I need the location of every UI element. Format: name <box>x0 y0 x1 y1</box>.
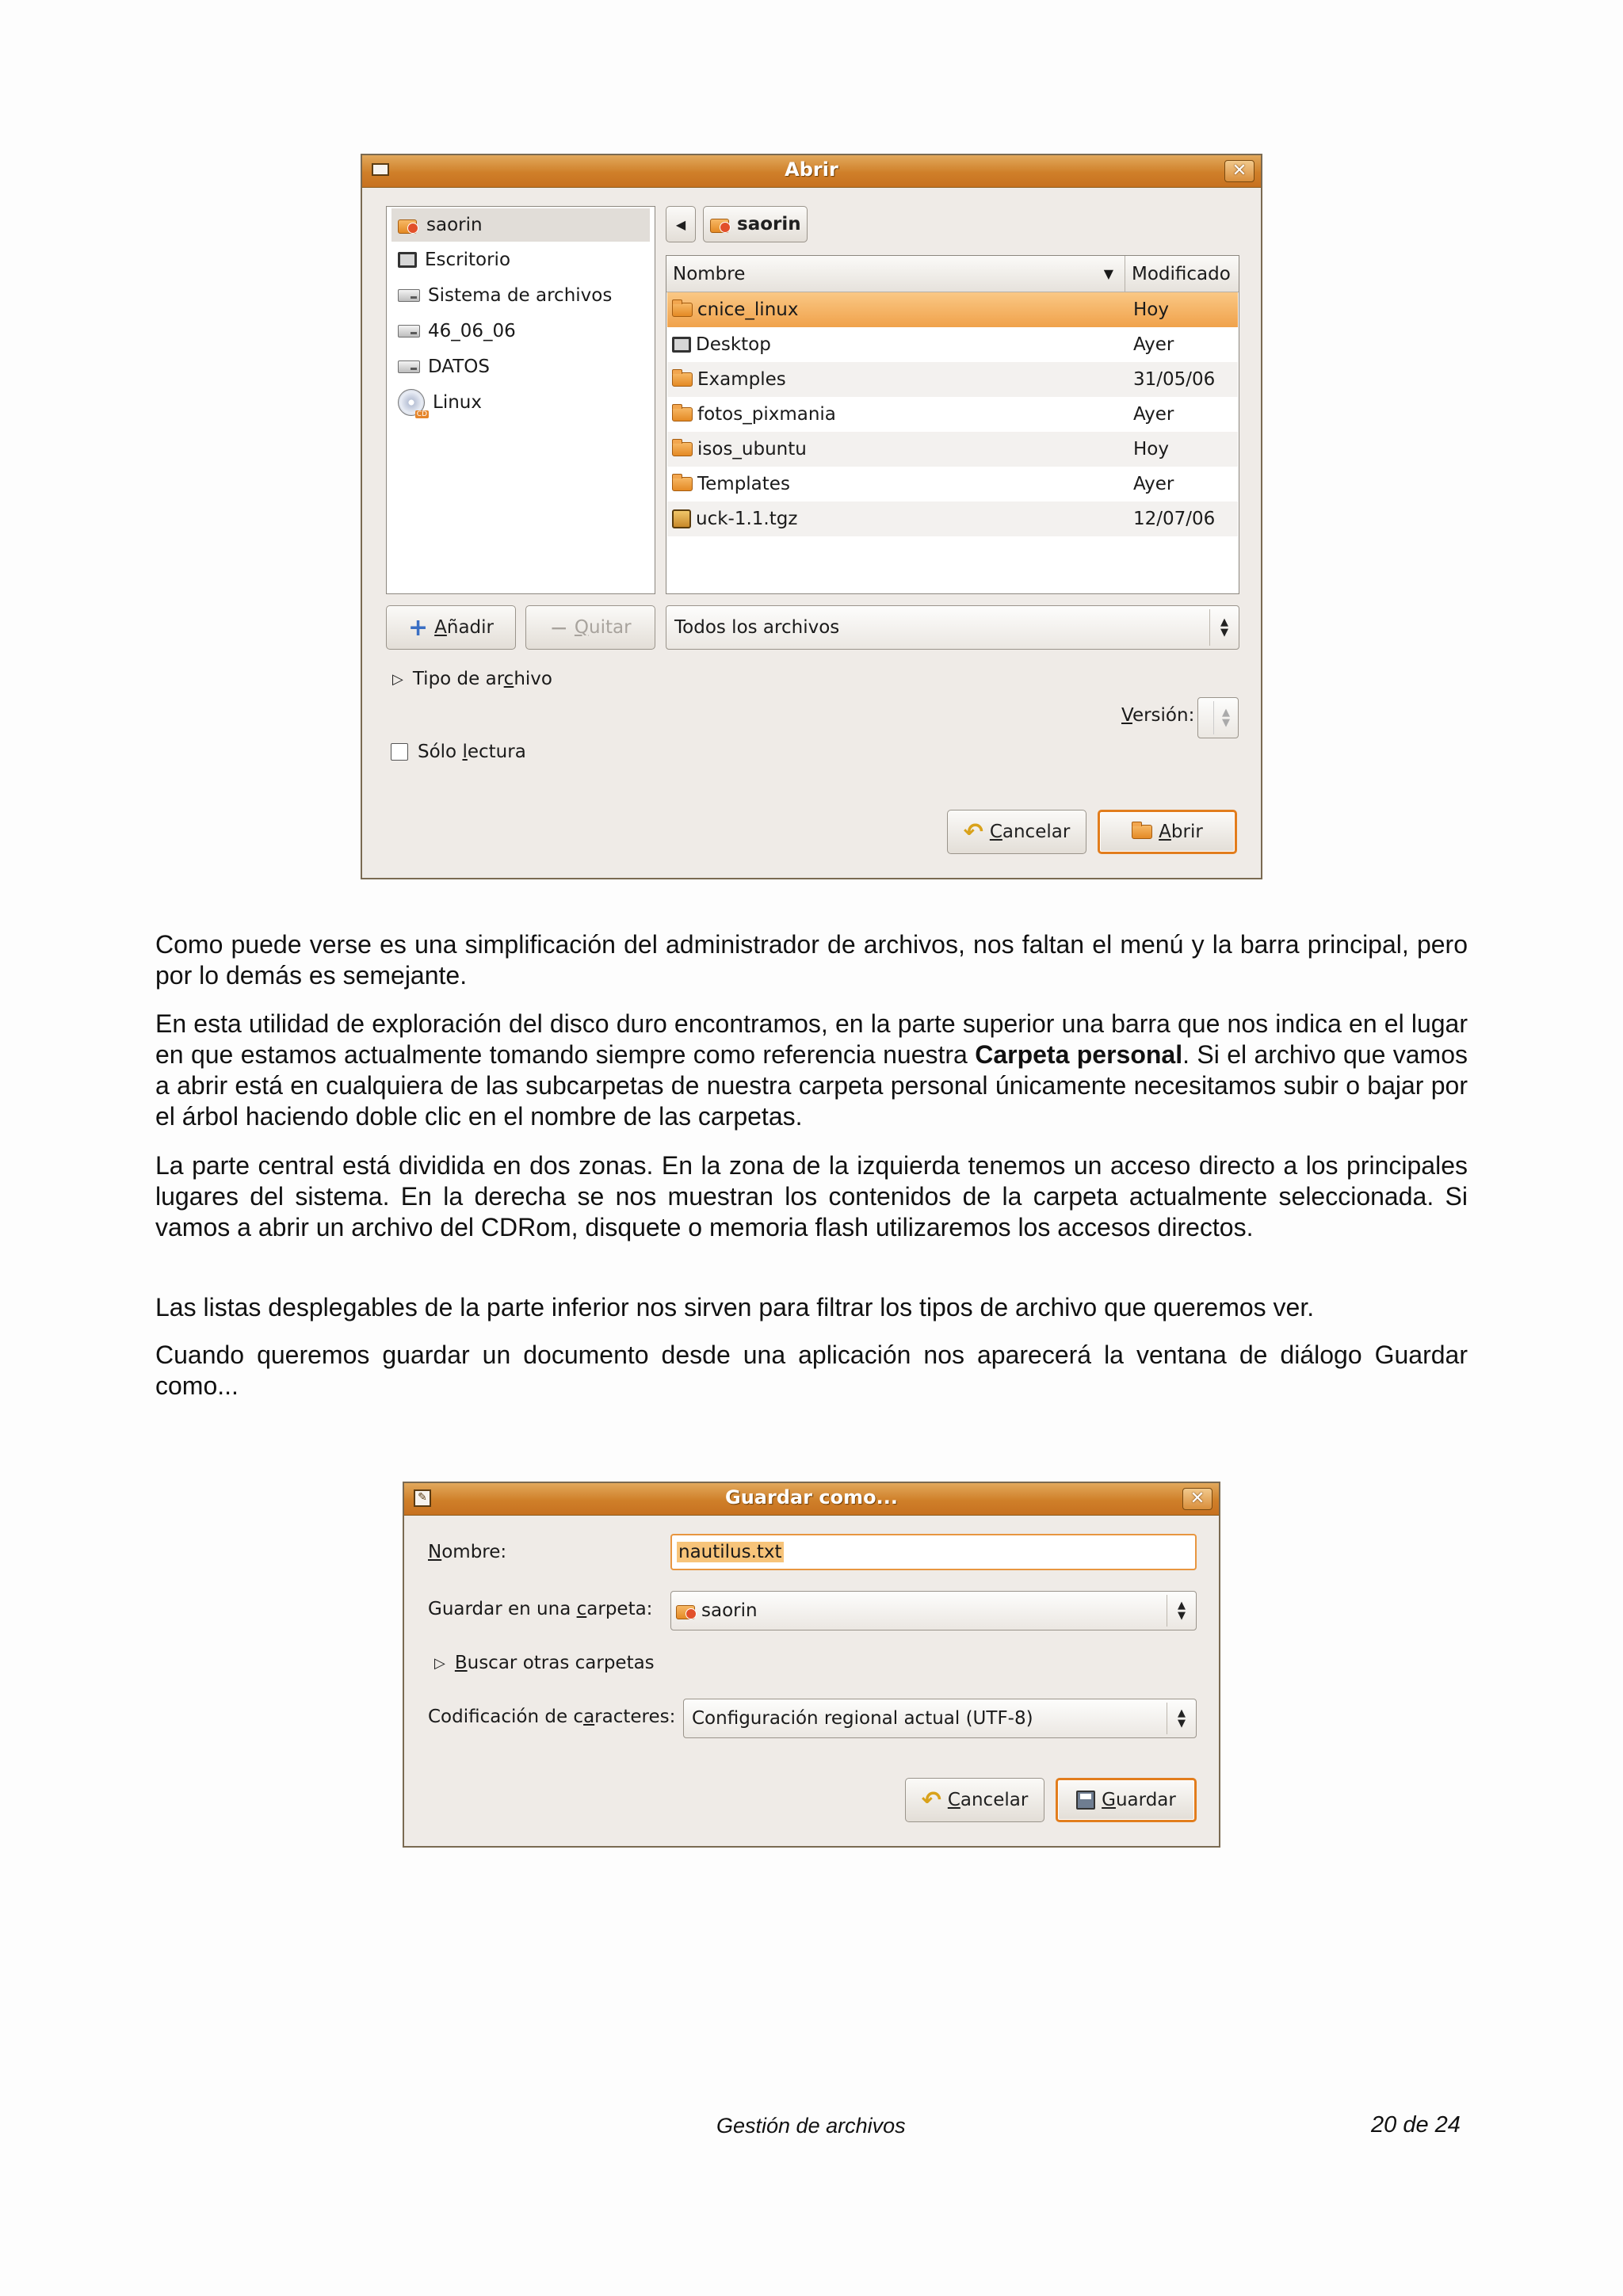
home-folder-icon <box>676 1602 697 1619</box>
file-modified: 12/07/06 <box>1133 509 1216 529</box>
folder-value: saorin <box>701 1600 758 1621</box>
folder-icon <box>672 442 693 456</box>
updown-arrows-icon: ▲ ▼ <box>1167 1703 1196 1734</box>
save-dialog-titlebar[interactable] <box>404 1483 1219 1516</box>
drive-icon <box>398 325 420 338</box>
cdrom-icon <box>398 389 425 416</box>
file-name: Desktop <box>696 334 771 355</box>
paragraph-5: Cuando queremos guardar un documento desde una aplicación nos aparecerá la ventana de diálogo Guardar como... <box>155 1341 1468 1400</box>
file-modified: Ayer <box>1133 334 1174 355</box>
undo-arrow-icon: ↶ <box>921 1786 941 1814</box>
close-icon[interactable]: ✕ <box>1182 1488 1212 1510</box>
path-back-button[interactable]: ◀ <box>666 206 696 242</box>
path-button-saorin[interactable] <box>703 206 808 242</box>
open-button[interactable]: Abrir <box>1098 810 1237 854</box>
column-modified-label: Modificado <box>1132 263 1231 284</box>
file-row[interactable] <box>667 467 1238 502</box>
file-row[interactable] <box>667 502 1238 536</box>
spinner-arrows-icon: ▲ ▼ <box>1213 701 1238 734</box>
save-button[interactable]: Guardar <box>1056 1778 1197 1822</box>
home-folder-icon <box>398 216 418 234</box>
expander-triangle-icon: ▷ <box>434 1654 445 1672</box>
place-label: saorin <box>426 215 483 235</box>
file-row[interactable] <box>667 432 1238 467</box>
name-value: nautilus.txt <box>678 1542 782 1562</box>
place-saorin[interactable] <box>391 208 650 242</box>
remove-bookmark-button[interactable]: − Quitar <box>525 605 655 650</box>
plus-icon: + <box>408 613 429 642</box>
place-46-06-06[interactable] <box>391 315 650 348</box>
place-label: Linux <box>433 392 482 413</box>
folder-select[interactable] <box>670 1591 1197 1630</box>
cancel-button[interactable]: ↶ Cancelar <box>905 1778 1044 1822</box>
desktop-icon <box>398 252 417 268</box>
file-name: Templates <box>697 474 790 494</box>
folder-icon <box>672 303 693 317</box>
file-modified: Ayer <box>1133 404 1174 425</box>
edit-document-icon[interactable]: ✎ <box>414 1489 431 1507</box>
version-spinner[interactable] <box>1197 697 1239 738</box>
browse-folders-expander[interactable]: ▷ Buscar otras carpetas <box>434 1653 655 1673</box>
file-row[interactable] <box>667 397 1238 432</box>
paragraph-3: La parte central está dividida en dos zonas. En la zona de la izquierda tenemos un acceso directo a los principales lugares del sistema. En la derecha se nos muestran los contenidos de la carpeta actualmente seleccionada. Si vamos a abrir un archivo del CDRom, disquete o memoria flash utilizaremos los accesos directos. <box>155 1151 1468 1241</box>
place-datos[interactable] <box>391 350 650 383</box>
folder-icon <box>672 407 693 421</box>
minus-icon: − <box>549 614 568 641</box>
cancel-button[interactable]: ↶ Cancelar <box>947 810 1086 854</box>
page-number: 20 de 24 <box>1371 2112 1461 2138</box>
folder-label: Guardar en una carpeta: <box>428 1599 653 1619</box>
file-modified: 31/05/06 <box>1133 369 1216 390</box>
place-escritorio[interactable] <box>391 243 650 277</box>
file-filter-select[interactable] <box>666 605 1239 650</box>
checkbox-icon <box>391 743 408 761</box>
file-modified: Hoy <box>1133 439 1169 460</box>
file-row[interactable] <box>667 362 1238 397</box>
places-pane <box>386 206 655 594</box>
place-linux[interactable] <box>391 386 650 419</box>
open-dialog-titlebar[interactable] <box>362 155 1261 188</box>
file-name: isos_ubuntu <box>697 439 807 460</box>
file-type-expander[interactable]: ▷ Tipo de archivo <box>392 669 552 689</box>
paragraph-2: En esta utilidad de exploración del disco duro encontramos, en la parte superior una barra que nos indica en el lugar en que estamos actualmente tomando siempre como referencia nuestra Carpeta personal. Si el archivo que vamos a abrir está en cualquiera de las subcarpetas de nuestra carpeta personal únicamente necesitamos subir o bajar por el árbol haciendo doble clic en el nombre de las carpetas. <box>155 1009 1468 1131</box>
path-button-label: saorin <box>737 214 801 235</box>
column-header-name[interactable] <box>666 256 1125 292</box>
paragraph-4: Las listas desplegables de la parte inferior nos sirven para filtrar los tipos de archivo que queremos ver. <box>155 1293 1315 1322</box>
expander-triangle-icon: ▷ <box>392 670 403 688</box>
file-modified: Ayer <box>1133 474 1174 494</box>
paragraph-1: Como puede verse es una simplificación del administrador de archivos, nos faltan el menú y la barra principal, pero por lo demás es semejante. <box>155 930 1468 990</box>
updown-arrows-icon: ▲ ▼ <box>1209 609 1239 646</box>
file-name: uck-1.1.tgz <box>696 509 798 529</box>
add-bookmark-button[interactable]: + Añadir <box>386 605 516 650</box>
open-dialog-title: Abrir <box>785 158 838 181</box>
place-label: 46_06_06 <box>428 321 516 341</box>
place-label: Sistema de archivos <box>428 285 613 306</box>
place-label: DATOS <box>428 357 491 377</box>
home-folder-icon <box>710 215 731 233</box>
name-field[interactable] <box>670 1534 1197 1570</box>
file-list <box>666 255 1239 594</box>
save-dialog-title: Guardar como... <box>725 1486 898 1508</box>
readonly-checkbox[interactable]: Sólo lectura <box>391 742 526 762</box>
file-row[interactable] <box>667 292 1238 327</box>
close-icon[interactable]: ✕ <box>1224 160 1254 182</box>
save-dialog <box>403 1482 1220 1848</box>
desktop-icon <box>672 337 691 353</box>
column-name-label: Nombre <box>673 263 746 284</box>
archive-icon <box>672 509 691 528</box>
floppy-disk-icon <box>1076 1791 1095 1810</box>
encoding-select[interactable] <box>683 1699 1197 1738</box>
file-name: fotos_pixmania <box>697 404 836 425</box>
folder-icon <box>672 477 693 491</box>
file-name: cnice_linux <box>697 299 799 320</box>
file-modified: Hoy <box>1133 299 1169 320</box>
name-label: Nombre: <box>428 1542 507 1562</box>
column-header-modified[interactable] <box>1125 256 1239 292</box>
file-name: Examples <box>697 369 786 390</box>
bold-carpeta-personal: Carpeta personal <box>975 1040 1183 1069</box>
open-folder-icon <box>1132 825 1152 839</box>
place-label: Escritorio <box>425 250 511 270</box>
file-filter-value: Todos los archivos <box>674 617 840 638</box>
updown-arrows-icon: ▲ ▼ <box>1167 1595 1196 1627</box>
place-filesystem[interactable] <box>391 279 650 312</box>
version-label: Versión: <box>1121 705 1195 726</box>
file-row[interactable] <box>667 327 1238 362</box>
sort-arrow-icon: ▼ <box>1103 266 1113 281</box>
encoding-label: Codificación de caracteres: <box>428 1707 676 1727</box>
footer-title: Gestión de archivos <box>716 2114 906 2138</box>
folder-icon <box>672 372 693 387</box>
open-dialog <box>361 154 1262 879</box>
undo-arrow-icon: ↶ <box>963 818 983 846</box>
drive-icon <box>398 360 420 373</box>
drive-icon <box>398 289 420 302</box>
encoding-value: Configuración regional actual (UTF-8) <box>692 1708 1033 1729</box>
